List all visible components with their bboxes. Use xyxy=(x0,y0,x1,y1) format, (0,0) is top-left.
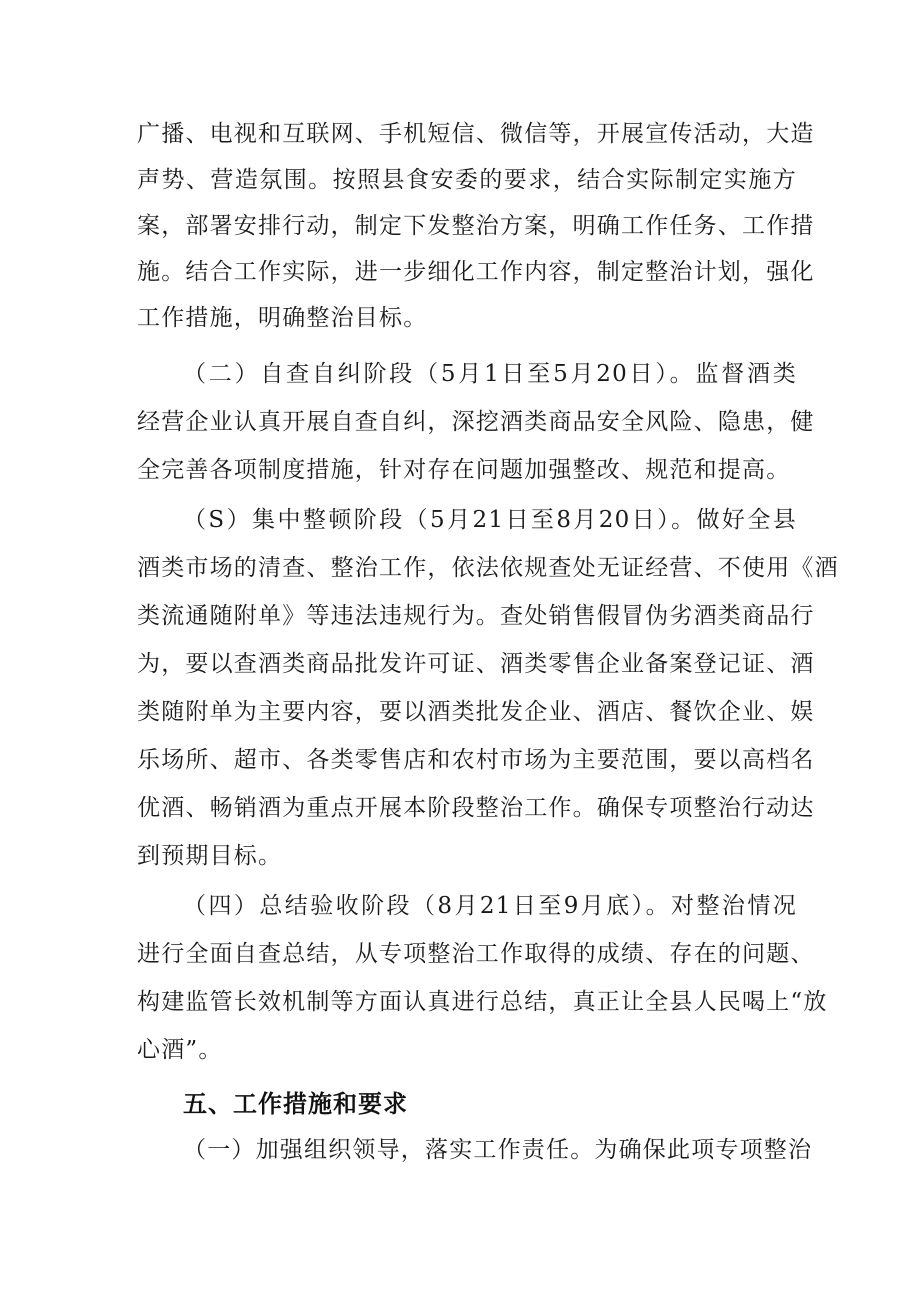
paragraph-line: 全完善各项制度措施，针对存在问题加强整改、规范和提高。 xyxy=(137,457,791,483)
paragraph-line: 类流通随附单》等违法违规行为。查处销售假冒伪劣酒类商品行 xyxy=(137,603,815,629)
paragraph-line: （一）加强组织领导，落实工作责任。为确保此项专项整治 xyxy=(183,1137,813,1163)
paragraph-line: （二）自查自纠阶段（5月1日至5月20日）。监督酒类 xyxy=(183,361,797,387)
paragraph-line: 进行全面自查总结，从专项整治工作取得的成绩、存在的问题、 xyxy=(137,941,815,967)
paragraph-line: 广播、电视和互联网、手机短信、微信等，开展宣传活动，大造 xyxy=(137,121,815,147)
paragraph-line: 为，要以查酒类商品批发许可证、酒类零售企业备案登记证、酒 xyxy=(137,651,815,677)
paragraph-line: 施。结合工作实际，进一步细化工作内容，制定整治计划，强化 xyxy=(137,259,815,285)
paragraph-line: （四）总结验收阶段（8月21日至9月底）。对整治情况 xyxy=(183,893,797,919)
paragraph-line: 到预期目标。 xyxy=(137,843,283,869)
paragraph-line: 构建监管长效机制等方面认真进行总结，真正让全县人民喝上“放 xyxy=(137,989,828,1015)
paragraph-line: 类随附单为主要内容，要以酒类批发企业、酒店、餐饮企业、娱 xyxy=(137,699,815,725)
paragraph-line: 经营企业认真开展自查自纠，深挖酒类商品安全风险、隐患，健 xyxy=(137,409,815,435)
paragraph-line: 声势、营造氛围。按照县食安委的要求，结合实际制定实施方 xyxy=(137,167,797,193)
paragraph-line: 酒类市场的清查、整治工作，依法依规查处无证经营、不使用《酒 xyxy=(137,555,839,581)
paragraph-line: 工作措施，明确整治目标。 xyxy=(137,305,428,331)
paragraph-line: 优酒、畅销酒为重点开展本阶段整治工作。确保专项整治行动达 xyxy=(137,795,815,821)
paragraph-line: 心酒”。 xyxy=(137,1037,223,1063)
paragraph-line: 乐场所、超市、各类零售店和农村市场为主要范围，要以高档名 xyxy=(137,747,815,773)
paragraph-line: （S）集中整顿阶段（5月21日至8月20日）。做好全县 xyxy=(183,507,797,533)
paragraph-line: 案，部署安排行动，制定下发整治方案，明确工作任务、工作措 xyxy=(137,213,815,239)
section-heading: 五、工作措施和要求 xyxy=(183,1090,408,1118)
